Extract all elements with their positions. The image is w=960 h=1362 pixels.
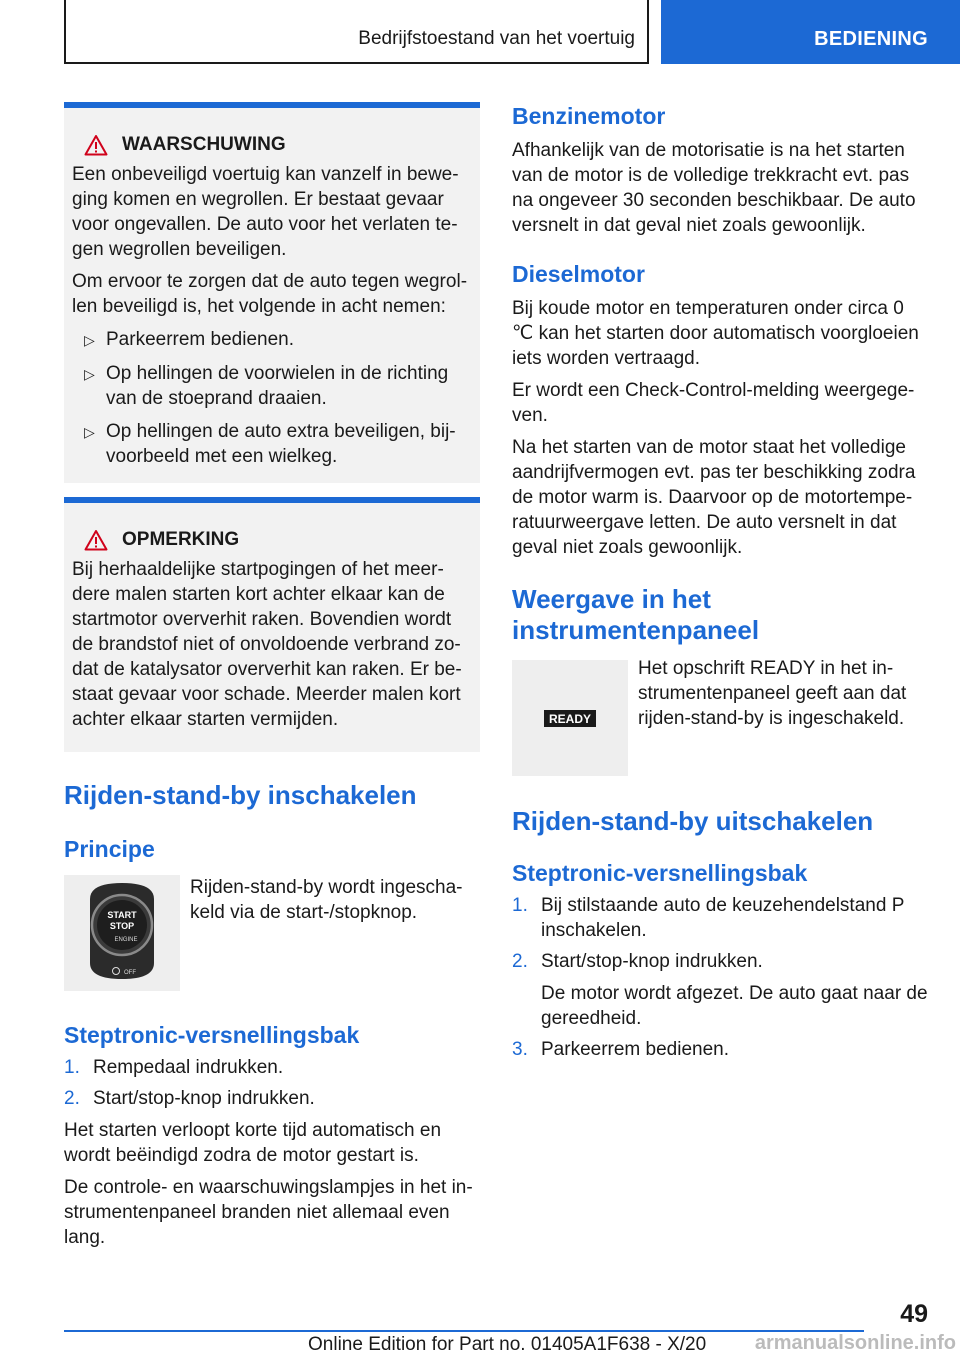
warning-text-2: Om ervoor te zorgen dat de auto tegen wegrollen beveiligd is, het volgende in acht nemen:	[72, 271, 468, 317]
bullet-mark: ▷	[84, 366, 95, 382]
page-number: 49	[900, 1300, 928, 1328]
button-start-label: START	[107, 910, 137, 920]
step-text: Rempedaal indrukken.	[93, 1057, 284, 1078]
heading-deactivate-standby: Rijden-stand-by uitschakelen	[512, 806, 874, 836]
bullet-mark: ▷	[84, 332, 95, 348]
note-title: OPMERKING	[122, 529, 240, 550]
display-text: Het opschrift READY in het instrumentenpaneel geeft aan dat rijden-stand-by is ingeschakeld.	[638, 658, 907, 729]
step-number: 3.	[512, 1039, 528, 1060]
warning-bullet-2	[72, 361, 472, 411]
note-box	[64, 497, 480, 752]
display-figure-row	[512, 660, 928, 776]
warning-box	[64, 102, 480, 483]
step-text: Parkeerrem bedienen.	[541, 1039, 729, 1060]
ready-display-figure	[512, 660, 628, 776]
header-chapter-title: BEDIENING	[814, 28, 928, 50]
heading-instrument-display: Weergave in het instrumentenpaneel	[512, 584, 760, 645]
header-section-box	[64, 0, 649, 64]
footer-rule	[64, 1330, 864, 1332]
notice-triangle-icon	[84, 529, 108, 551]
start-auto-text: Het starten verloopt korte tijd automatisch en wordt beëindigd zodra de motor gestart is.	[64, 1120, 442, 1166]
heading-principle: Principe	[64, 836, 155, 862]
diesel-text-2: Er wordt een Check-Control-melding weergegeven.	[512, 380, 915, 426]
ready-label: READY	[548, 712, 592, 726]
step-text: Bij stilstaande auto de keuzehendelstand P inschakelen.	[541, 895, 905, 941]
step-number: 2.	[64, 1088, 80, 1109]
petrol-text: Afhankelijk van de motorisatie is na het starten van de motor is de volledige trekkracht evt. pas na ongeveer 30 seconden beschikbaar. De auto versnelt in dat geval niet zoals gewoonlijk.	[512, 140, 916, 236]
button-engine-label: ENGINE	[114, 937, 138, 943]
right-step-1	[512, 893, 928, 943]
heading-steptronic-left: Steptronic-versnellingsbak	[64, 1022, 360, 1048]
footer-edition: Online Edition for Part no. 01405A1F638 - X/20	[308, 1334, 707, 1355]
note-text: Bij herhaaldelijke startpogingen of het meerdere malen starten kort achter elkaar kan de startmotor oververhit raken. Bovendien wordt de brandstof niet of onvoldoende verbrand zodat de katalysator oververhit kan raken. Er bestaat gevaar voor schade. Meerder malen kort achter elkaar starten vermijden.	[72, 559, 462, 730]
step-text: Start/stop-knop indrukken.	[93, 1088, 315, 1109]
button-off-label: OFF	[124, 970, 136, 976]
left-step-2	[64, 1086, 480, 1111]
warning-lamps-text: De controle- en waarschuwingslampjes in het instrumentenpaneel branden niet allemaal even lang.	[64, 1177, 473, 1248]
step-number: 2.	[512, 951, 528, 972]
bullet-text: Op hellingen de voorwielen in de richting van de stoeprand draaien.	[106, 363, 449, 409]
heading-activate-standby: Rijden-stand-by inschakelen	[64, 780, 417, 810]
heading-steptronic-right: Steptronic-versnellingsbak	[512, 860, 808, 886]
right-step-3	[512, 1037, 928, 1062]
left-step-1	[64, 1055, 480, 1080]
warning-text-1: Een onbeveiligd voertuig kan vanzelf in beweging komen en wegrollen. Er bestaat gevaar voor ongevallen. De auto voor het verlaten tegen wegrollen beveiligen.	[72, 164, 459, 260]
ready-indicator-icon	[512, 660, 628, 776]
start-stop-button-icon	[64, 875, 180, 991]
bullet-text: Parkeerrem bedienen.	[106, 329, 294, 350]
header-section-title: Bedrijfstoestand van het voertuig	[358, 28, 635, 49]
button-stop-label: STOP	[109, 921, 135, 931]
principle-figure-row	[64, 875, 480, 991]
warning-title-row	[72, 134, 472, 156]
header-chapter-tab	[661, 0, 960, 64]
start-stop-button-figure	[64, 875, 180, 991]
footer-watermark: armanualsonline.info	[754, 1332, 956, 1354]
warning-title: WAARSCHUWING	[122, 134, 286, 155]
heading-diesel-engine: Dieselmotor	[512, 261, 645, 287]
right-step-2	[512, 949, 928, 974]
warning-triangle-icon	[84, 134, 108, 156]
diesel-text-3: Na het starten van de motor staat het volledige aandrijfvermogen evt. pas ter beschikking zodra de motor warm is. Daarvoor op de motortemperatuurweergave letten. De auto versnelt in dat geval niet zoals gewoonlijk.	[512, 437, 916, 558]
left-column	[64, 102, 480, 1250]
heading-petrol-engine: Benzinemotor	[512, 103, 666, 129]
warning-bullet-1	[72, 327, 472, 353]
note-title-row	[72, 529, 472, 551]
step-2-note: De motor wordt afgezet. De auto gaat naar de gereedheid.	[541, 983, 928, 1029]
step-number: 1.	[512, 895, 528, 916]
step-text: Start/stop-knop indrukken.	[541, 951, 763, 972]
warning-bullet-3	[72, 419, 472, 469]
step-number: 1.	[64, 1057, 80, 1078]
bullet-mark: ▷	[84, 424, 95, 440]
principle-text: Rijden-stand-by wordt ingeschakeld via de start-/stopknop.	[190, 877, 463, 923]
right-column	[512, 102, 928, 1062]
bullet-text: Op hellingen de auto extra beveiligen, bijvoorbeeld met een wielkeg.	[106, 421, 456, 467]
diesel-text-1: Bij koude motor en temperaturen onder circa 0 ℃ kan het starten door automatisch voorgloeien iets worden vertraagd.	[512, 298, 919, 369]
